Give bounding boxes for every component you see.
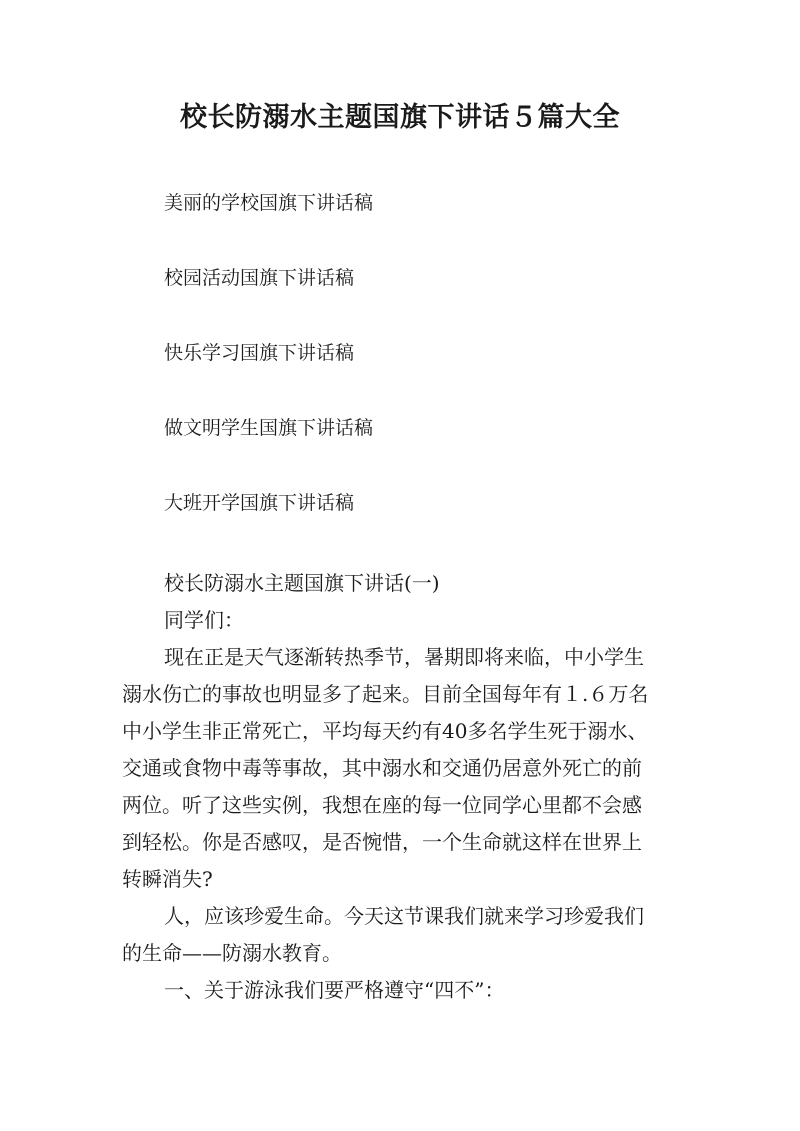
related-link-kindergarten-opening[interactable]: 大班开学国旗下讲话稿: [164, 492, 355, 514]
related-articles-list: [164, 188, 373, 518]
paragraph-line: 到轻松。你是否感叹，是否惋惜，一个生命就这样在世界上: [122, 830, 642, 854]
related-link-civilized-student[interactable]: 做文明学生国旗下讲话稿: [164, 417, 374, 439]
salutation: 同学们：: [164, 608, 244, 632]
paragraph-line: 溺水伤亡的事故也明显多了起来。目前全国每年有１.６万名: [122, 682, 649, 706]
paragraph-line: 现在正是天气逐渐转热季节，暑期即将来临，中小学生: [164, 645, 644, 669]
paragraph-line: 的生命——防溺水教育。: [122, 941, 342, 965]
paragraph-line: 中小学生非正常死亡，平均每天约有40多名学生死于溺水、: [122, 719, 648, 743]
paragraph-line: 转瞬消失?: [122, 867, 213, 891]
paragraph-line: 人，应该珍爱生命。今天这节课我们就来学习珍爱我们: [164, 904, 644, 928]
speech-body: [122, 565, 682, 1009]
paragraph-line: 交通或食物中毒等事故，其中溺水和交通仍居意外死亡的前: [122, 756, 642, 780]
section-heading: 一、关于游泳我们要严格遵守“四不”：: [164, 978, 505, 1002]
related-link-beautiful-school[interactable]: 美丽的学校国旗下讲话稿: [164, 192, 374, 214]
speech-heading: 校长防溺水主题国旗下讲话(一): [164, 571, 440, 595]
paragraph-line: 两位。听了这些实例，我想在座的每一位同学心里都不会感: [122, 793, 642, 817]
related-link-campus-activity[interactable]: 校园活动国旗下讲话稿: [164, 267, 355, 289]
document-title: 校长防溺水主题国旗下讲话５篇大全: [180, 102, 620, 133]
related-link-happy-learning[interactable]: 快乐学习国旗下讲话稿: [164, 342, 355, 364]
